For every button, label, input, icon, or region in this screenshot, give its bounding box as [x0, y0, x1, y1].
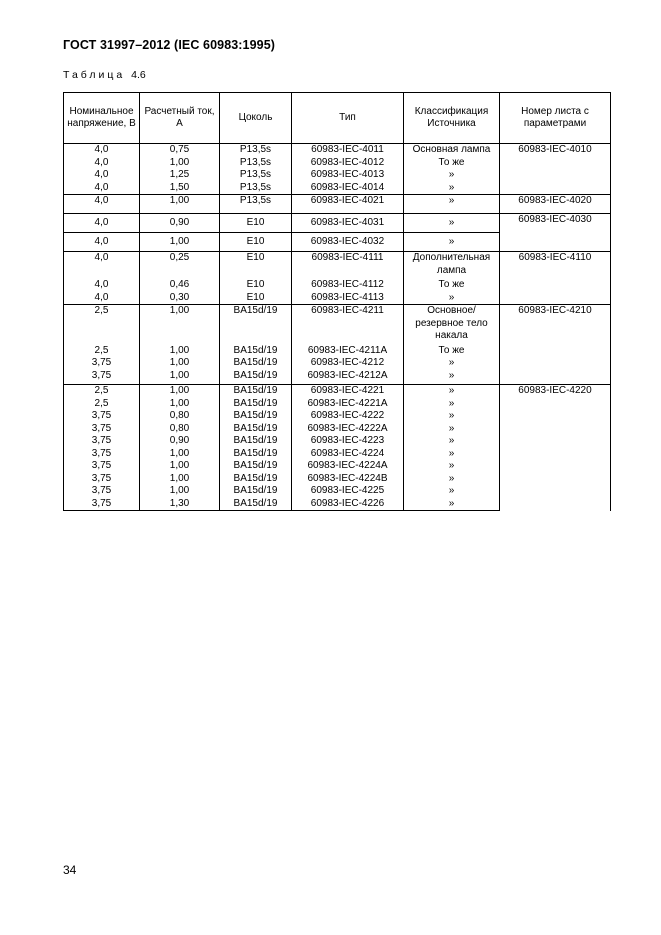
table-row — [64, 195, 611, 214]
cell-type: 60983-IEC-4211 — [292, 305, 404, 345]
cell-base: BA15d/19 — [220, 485, 292, 498]
cell-current: 1,00 — [140, 357, 220, 370]
cell-current: 0,80 — [140, 423, 220, 436]
col-header-base: Цоколь — [220, 93, 292, 144]
cell-classification: » — [404, 385, 500, 398]
cell-voltage: 3,75 — [64, 410, 140, 423]
lamp-table — [63, 92, 611, 511]
cell-base: P13,5s — [220, 157, 292, 170]
cell-current: 0,90 — [140, 214, 220, 233]
cell-current: 1,00 — [140, 460, 220, 473]
cell-classification: » — [404, 292, 500, 305]
cell-type: 60983-IEC-4014 — [292, 182, 404, 195]
cell-base: P13,5s — [220, 169, 292, 182]
table-row — [64, 305, 611, 345]
page-number: 34 — [63, 863, 77, 877]
cell-type: 60983-IEC-4013 — [292, 169, 404, 182]
cell-classification: Дополнительная лампа — [404, 252, 500, 280]
cell-base: P13,5s — [220, 195, 292, 214]
cell-current: 0,80 — [140, 410, 220, 423]
cell-voltage: 2,5 — [64, 345, 140, 358]
cell-type: 60983-IEC-4032 — [292, 233, 404, 252]
cell-type: 60983-IEC-4031 — [292, 214, 404, 233]
cell-current: 1,00 — [140, 233, 220, 252]
cell-voltage: 4,0 — [64, 292, 140, 305]
cell-voltage: 4,0 — [64, 144, 140, 157]
cell-classification: То же — [404, 157, 500, 170]
cell-classification: » — [404, 435, 500, 448]
cell-voltage: 2,5 — [64, 398, 140, 411]
cell-current: 1,00 — [140, 345, 220, 358]
cell-type: 60983-IEC-4011 — [292, 144, 404, 157]
cell-type: 60983-IEC-4021 — [292, 195, 404, 214]
cell-classification: » — [404, 398, 500, 411]
cell-base: P13,5s — [220, 182, 292, 195]
col-header-type: Тип — [292, 93, 404, 144]
cell-type: 60983-IEC-4223 — [292, 435, 404, 448]
cell-type: 60983-IEC-4212A — [292, 370, 404, 385]
cell-voltage: 3,75 — [64, 498, 140, 511]
col-header-voltage: Номинальное напряжение, В — [64, 93, 140, 144]
cell-voltage: 3,75 — [64, 370, 140, 385]
cell-classification: То же — [404, 279, 500, 292]
cell-classification: » — [404, 169, 500, 182]
cell-classification: » — [404, 410, 500, 423]
cell-current: 1,00 — [140, 195, 220, 214]
cell-base: P13,5s — [220, 144, 292, 157]
cell-base: E10 — [220, 279, 292, 292]
cell-type: 60983-IEC-4222 — [292, 410, 404, 423]
table-row — [64, 385, 611, 398]
cell-voltage: 4,0 — [64, 252, 140, 280]
table-caption-word: Таблица — [63, 69, 126, 81]
cell-base: E10 — [220, 252, 292, 280]
cell-base: E10 — [220, 292, 292, 305]
cell-voltage: 3,75 — [64, 435, 140, 448]
cell-current: 1,50 — [140, 182, 220, 195]
cell-classification: » — [404, 485, 500, 498]
cell-sheet: 60983-IEC-4210 — [500, 305, 611, 385]
cell-type: 60983-IEC-4224 — [292, 448, 404, 461]
cell-classification: » — [404, 357, 500, 370]
cell-type: 60983-IEC-4113 — [292, 292, 404, 305]
cell-voltage: 3,75 — [64, 460, 140, 473]
cell-type: 60983-IEC-4222A — [292, 423, 404, 436]
table-row — [64, 144, 611, 157]
cell-type: 60983-IEC-4012 — [292, 157, 404, 170]
cell-sheet: 60983-IEC-4110 — [500, 252, 611, 305]
document-header: ГОСТ 31997–2012 (IEC 60983:1995) — [63, 38, 276, 52]
col-header-current: Расчетный ток, А — [140, 93, 220, 144]
cell-type: 60983-IEC-4221 — [292, 385, 404, 398]
table-caption-number: 4.6 — [131, 69, 146, 81]
table-row — [64, 252, 611, 280]
cell-classification: » — [404, 214, 500, 233]
cell-current: 1,25 — [140, 169, 220, 182]
cell-current: 0,46 — [140, 279, 220, 292]
cell-type: 60983-IEC-4224B — [292, 473, 404, 486]
cell-classification: » — [404, 233, 500, 252]
table-caption — [63, 69, 146, 81]
cell-type: 60983-IEC-4111 — [292, 252, 404, 280]
cell-type: 60983-IEC-4224A — [292, 460, 404, 473]
cell-classification: Основная лампа — [404, 144, 500, 157]
cell-voltage: 2,5 — [64, 305, 140, 345]
cell-classification: » — [404, 423, 500, 436]
cell-base: BA15d/19 — [220, 345, 292, 358]
cell-base: BA15d/19 — [220, 460, 292, 473]
cell-sheet: 60983-IEC-4020 — [500, 195, 611, 214]
col-header-classification: Классификация Источника — [404, 93, 500, 144]
cell-base: BA15d/19 — [220, 498, 292, 511]
cell-voltage: 3,75 — [64, 473, 140, 486]
cell-base: BA15d/19 — [220, 448, 292, 461]
cell-sheet: 60983-IEC-4010 — [500, 144, 611, 195]
cell-voltage: 4,0 — [64, 169, 140, 182]
cell-current: 1,00 — [140, 485, 220, 498]
cell-base: BA15d/19 — [220, 473, 292, 486]
cell-current: 1,00 — [140, 305, 220, 345]
cell-type: 60983-IEC-4221A — [292, 398, 404, 411]
cell-classification: » — [404, 370, 500, 385]
cell-voltage: 4,0 — [64, 214, 140, 233]
cell-voltage: 3,75 — [64, 423, 140, 436]
cell-voltage: 2,5 — [64, 385, 140, 398]
cell-base: BA15d/19 — [220, 357, 292, 370]
cell-voltage: 4,0 — [64, 279, 140, 292]
col-header-sheet: Номер листа с параметрами — [500, 93, 611, 144]
cell-current: 0,90 — [140, 435, 220, 448]
cell-sheet: 60983-IEC-4030 — [500, 214, 611, 252]
cell-current: 0,30 — [140, 292, 220, 305]
cell-classification: Основное/ резервное тело накала — [404, 305, 500, 345]
cell-voltage: 3,75 — [64, 448, 140, 461]
cell-voltage: 4,0 — [64, 233, 140, 252]
cell-voltage: 3,75 — [64, 485, 140, 498]
cell-current: 0,75 — [140, 144, 220, 157]
cell-current: 1,00 — [140, 370, 220, 385]
cell-voltage: 4,0 — [64, 157, 140, 170]
cell-base: BA15d/19 — [220, 435, 292, 448]
cell-current: 1,00 — [140, 473, 220, 486]
cell-voltage: 4,0 — [64, 182, 140, 195]
cell-base: BA15d/19 — [220, 385, 292, 398]
cell-voltage: 3,75 — [64, 357, 140, 370]
cell-current: 0,25 — [140, 252, 220, 280]
cell-voltage: 4,0 — [64, 195, 140, 214]
cell-classification: » — [404, 195, 500, 214]
cell-classification: » — [404, 498, 500, 511]
cell-classification: » — [404, 182, 500, 195]
cell-current: 1,00 — [140, 157, 220, 170]
table-header-row — [64, 93, 611, 144]
cell-base: E10 — [220, 214, 292, 233]
cell-base: BA15d/19 — [220, 305, 292, 345]
cell-sheet: 60983-IEC-4220 — [500, 385, 611, 511]
cell-classification: » — [404, 448, 500, 461]
cell-base: E10 — [220, 233, 292, 252]
cell-type: 60983-IEC-4112 — [292, 279, 404, 292]
cell-type: 60983-IEC-4212 — [292, 357, 404, 370]
cell-classification: То же — [404, 345, 500, 358]
cell-current: 1,00 — [140, 398, 220, 411]
cell-base: BA15d/19 — [220, 423, 292, 436]
cell-base: BA15d/19 — [220, 370, 292, 385]
cell-current: 1,00 — [140, 448, 220, 461]
cell-classification: » — [404, 473, 500, 486]
cell-type: 60983-IEC-4226 — [292, 498, 404, 511]
cell-base: BA15d/19 — [220, 398, 292, 411]
table-row — [64, 214, 611, 233]
cell-type: 60983-IEC-4225 — [292, 485, 404, 498]
cell-current: 1,30 — [140, 498, 220, 511]
cell-base: BA15d/19 — [220, 410, 292, 423]
cell-classification: » — [404, 460, 500, 473]
cell-current: 1,00 — [140, 385, 220, 398]
cell-type: 60983-IEC-4211A — [292, 345, 404, 358]
